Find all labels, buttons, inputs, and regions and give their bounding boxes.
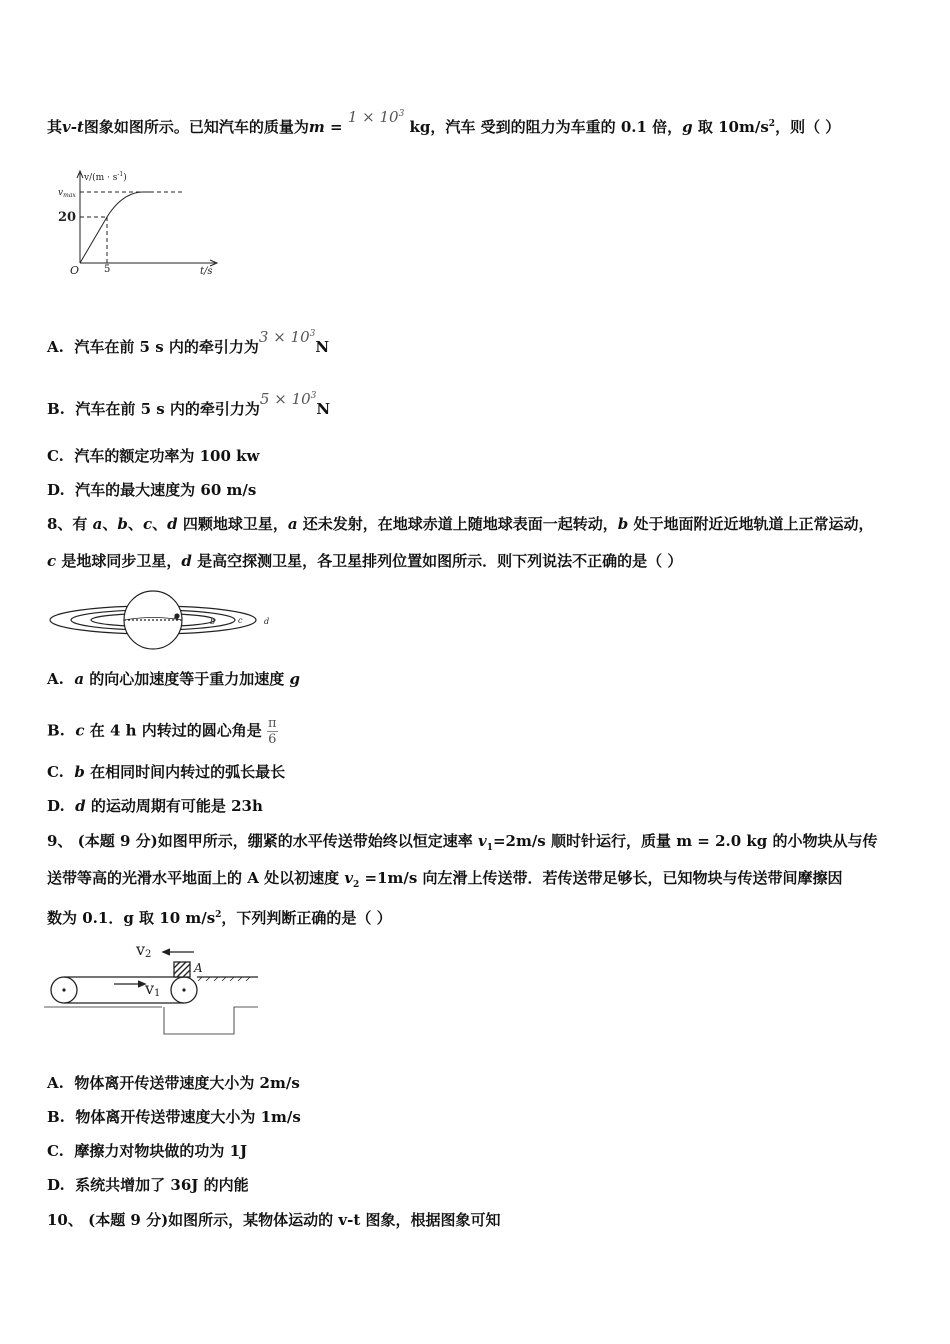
q7-vt-graph (50, 168, 225, 278)
q9-option-a: A. 物体离开传送带速度大小为 2m/s (47, 1074, 300, 1092)
graph-origin-label: O (70, 264, 80, 277)
q8-satellite-orbits (46, 588, 276, 652)
q9-stem-line3: 数为 0.1．g 取 10 $m/s^2$，下列判断正确的是（ ） (47, 909, 392, 927)
angle-fraction: $\frac{\pi}{6}$ (267, 716, 277, 747)
q9-option-b: B. 物体离开传送带速度大小为 1m/s (47, 1108, 301, 1126)
fig-block-a-label: A (194, 961, 203, 975)
q7-option-a: A. 汽车在前 5 s 内的牵引力为$3 \times 10^3N$ (47, 328, 330, 356)
q8-option-d: D. d 的运动周期有可能是 23h (47, 797, 263, 815)
fig-v1-label: v1 (145, 979, 161, 999)
q7-option-c: C. 汽车的额定功率为 100 kw (47, 447, 260, 465)
q7-option-b: B. 汽车在前 5 s 内的牵引力为$5 \times 10^3N$ (47, 390, 331, 418)
graph-ylabel: $v/(m \cdot s^{-1})$ (84, 171, 127, 183)
orbit-label-b: b (210, 617, 216, 626)
q9-conveyor-belt (44, 938, 262, 1038)
orbit-label-a: a (174, 612, 179, 621)
orbit-label-d: d (264, 617, 270, 626)
mass-expression: $1 \times 10^3$ (347, 108, 405, 126)
orbit-label-c: c (238, 616, 243, 625)
force-expression-a: $3 \times 10^3$ (258, 328, 316, 346)
q7-stem: 其v-t图象如图所示。已知汽车的质量为$m = 1 \times 10^3$ kg，汽车 受到的阻力为车重的 0.1 倍，g 取 $10m/s^2$，则（ ） (47, 108, 841, 136)
graph-x5-label: 5 (104, 264, 111, 275)
q9-stem-line1: 9、 (本题 9 分)如图甲所示，绷紧的水平传送带始终以恒定速率 $v_1=2m/s$ 顺时针运行，质量 m = 2.0 kg 的小物块从与传 (47, 832, 878, 853)
q8-option-c: C. b 在相同时间内转过的弧长最长 (47, 763, 286, 781)
q9-stem-line2: 送带等高的光滑水平地面上的 A 处以初速度 $v_2 =1m/s$ 向左滑上传送带．若传送带足够长，已知物块与传送带间摩擦因 (47, 869, 843, 890)
q8-option-a: A. a 的向心加速度等于重力加速度 g (47, 670, 301, 688)
graph-y20-label: 20 (58, 210, 77, 225)
force-expression-b: $5 \times 10^3$ (259, 390, 317, 408)
graph-xlabel: t/s (200, 266, 213, 277)
q9-option-d: D. 系统共增加了 36J 的内能 (47, 1176, 249, 1194)
fig-v2-label: v2 (136, 940, 152, 960)
q7-option-d: D. 汽车的最大速度为 60 m/s (47, 481, 257, 499)
graph-vmax-label: $v_{max}$ (58, 188, 76, 199)
q8-option-b: B. c 在 4 h 内转过的圆心角是 $\frac{\pi}{6}$ (47, 716, 277, 747)
q8-stem-line2: c 是地球同步卫星，d 是高空探测卫星，各卫星排列位置如图所示．则下列说法不正确的是（ ） (47, 552, 683, 570)
q8-stem-line1: 8、有 a、b、c、d 四颗地球卫星，a 还未发射，在地球赤道上随地球表面一起转动，b 处于地面附近近地轨道上正常运动， (47, 515, 874, 533)
q9-option-c: C. 摩擦力对物块做的功为 1J (47, 1142, 248, 1160)
q10-stem: 10、 (本题 9 分)如图所示，某物体运动的 v-t 图象，根据图象可知 (47, 1211, 501, 1229)
